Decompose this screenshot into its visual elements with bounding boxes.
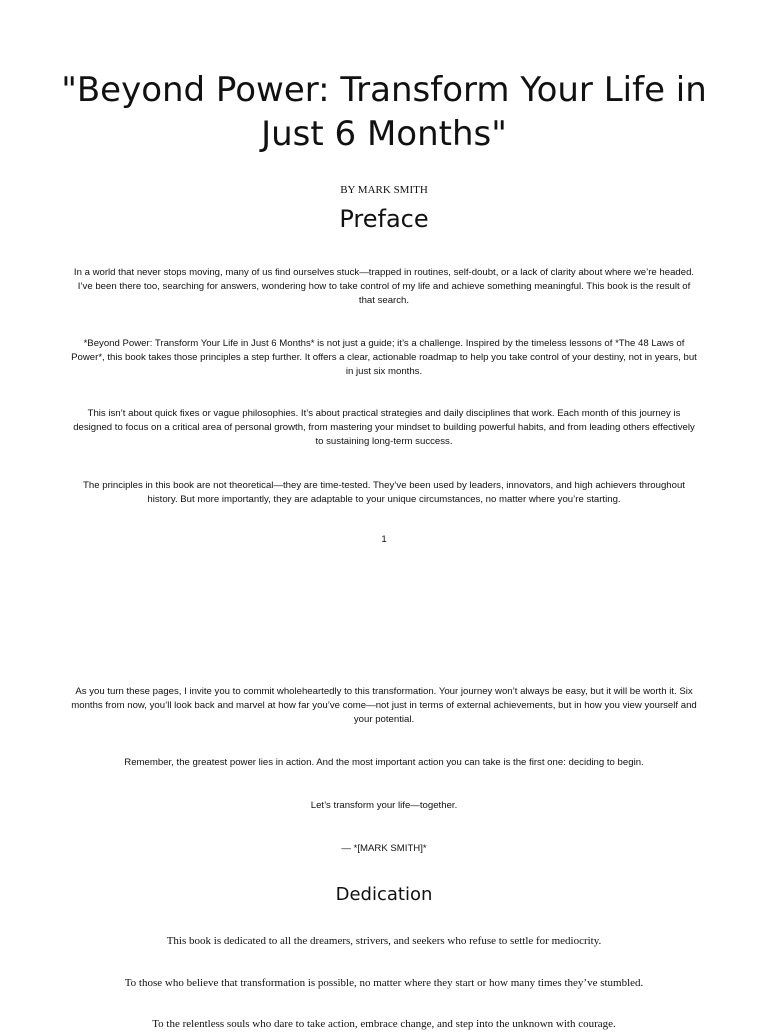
dedication-paragraph: To the relentless souls who dare to take action, embrace change, and step into the unknown with courage. <box>152 1018 616 1030</box>
preface-paragraph: This isn’t about quick fixes or vague philosophies. It’s about practical strategies and daily disciplines that work. Each month of this journey is designed to focus on a critical area of personal growth, from mastering your mindset to building powerful habits, and from leading others effectively to sustaining long-term success. <box>73 408 695 448</box>
preface-paragraph: In a world that never stops moving, many of us find ourselves stuck—trapped in routines, self-doubt, or a lack of clarity about where we’re headed. I’ve been there too, searching for answers, wondering how to take control of my life and achieve something meaningful. This book is the result of that search. <box>73 267 695 307</box>
preface-paragraph: *Beyond Power: Transform Your Life in Just 6 Months* is not just a guide; it’s a challenge. Inspired by the timeless lessons of *The 48 Laws of Power*, this book takes those principles a step further. It offers a clear, actionable roadmap to help you take control of your destiny, not in years, but in just six months. <box>71 338 697 378</box>
dedication-paragraph: This book is dedicated to all the dreamers, strivers, and seekers who refuse to settle for mediocrity. <box>166 935 602 947</box>
preface-heading: Preface <box>339 205 429 233</box>
dedication-paragraph: To those who believe that transformation is possible, no matter where they start or how many times they’ve stumbled. <box>124 977 644 989</box>
preface-paragraph: The principles in this book are not theoretical—they are time-tested. They’ve been used by leaders, innovators, and high achievers throughout history. But more importantly, they are adaptable to your unique circumstances, no matter where you’re starting. <box>83 480 685 506</box>
preface-paragraph: Let’s transform your life—together. <box>310 800 458 811</box>
page-number: 1 <box>381 534 387 545</box>
dedication-heading: Dedication <box>335 884 433 905</box>
preface-paragraph: As you turn these pages, I invite you to commit wholeheartedly to this transformation. Your journey won’t always be easy, but it will be worth it. Six months from now, you’ll look back and marvel at how far you’ve come—not just in terms of external achievements, but in how you view yourself and your potential. <box>71 686 697 726</box>
book-title: "Beyond Power: Transform Your Life in Just 6 Months" <box>61 70 707 154</box>
preface-paragraph: Remember, the greatest power lies in action. And the most important action you can take is the first one: deciding to begin. <box>124 757 644 768</box>
author-byline: BY MARK SMITH <box>340 184 428 196</box>
preface-signature: — *[MARK SMITH]* <box>341 843 427 854</box>
